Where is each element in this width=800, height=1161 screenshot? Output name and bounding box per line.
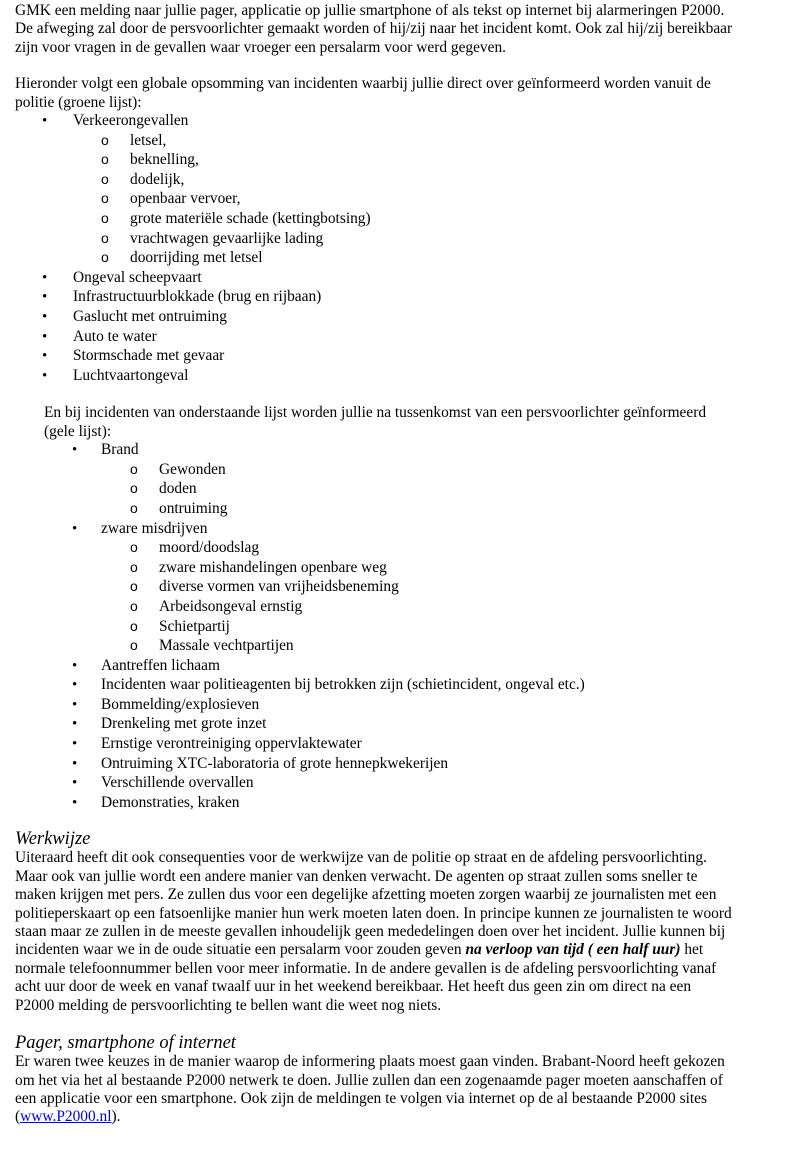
body-line: P2000 melding de persvoorlichting te bellen want die weet nog niets. [15,996,442,1014]
sublist-item: o letsel, [15,132,787,152]
green-list-section [15,75,787,386]
sublist-item: o Gewonden [15,461,787,481]
list-item: • Bommelding/explosieven [15,696,787,716]
green-sublist [15,132,787,269]
sublist-item: o zware mishandelingen openbare weg [15,559,787,579]
list-item: • Verkeerongevallen [15,112,787,132]
list-item: • Stormschade met gevaar [15,347,787,367]
list-item: • zware misdrijven [15,520,787,540]
yellow-list [15,657,787,814]
list-item: • Infrastructuurblokkade (brug en rijbaan) [15,288,787,308]
intro-paragraph [15,2,787,57]
sublist-item: o doden [15,480,787,500]
list-item: • Demonstraties, kraken [15,794,787,814]
body-line: Uiteraard heeft dit ook consequenties voor de werkwijze van de politie op straat en de afdeling persvoorlichting. [15,849,707,867]
list-item: • Ernstige verontreiniging oppervlaktewater [15,735,787,755]
list-item: • Drenkeling met grote inzet [15,715,787,735]
body-line: politieperskaart op een fatsoenlijke manier hun werk moeten laten doen. In principe kunnen ze journalisten te woord [15,904,732,922]
sublist-item: o dodelijk, [15,171,787,191]
werkwijze-section [15,829,787,1015]
sublist-item: o openbaar vervoer, [15,190,787,210]
sublist-item: o diverse vormen van vrijheidsbeneming [15,578,787,598]
body-line: staan maar ze zullen in de meeste gevallen inhoudelijk geen mededelingen doen over het incident. Jullie kunnen bij [15,923,726,941]
green-list [15,269,787,387]
body-line: (www.P2000.nl). [15,1108,121,1126]
sublist-item: o beknelling, [15,151,787,171]
section-heading: Werkwijze [15,829,91,850]
body-line: om het via het al bestaande P2000 netwerk te doen. Jullie zullen dan een zogenaamde pager moeten aanschaffen of [15,1071,723,1089]
sublist-item: o Massale vechtpartijen [15,637,787,657]
body-line: Maar ook van jullie wordt een andere manier van denken verwacht. De agenten op straat zullen soms sneller te [15,867,698,885]
sublist-item: o moord/doodslag [15,539,787,559]
yellow-list [15,520,787,540]
list-item: • Aantreffen lichaam [15,657,787,677]
list-item: • Auto te water [15,328,787,348]
yellow-list [15,441,787,461]
body-line: maken krijgen met pers. Ze zullen dus voor een degelijke afzetting moeten zorgen waarbij ze journalisten met een [15,886,717,904]
intro-line: GMK een melding naar jullie pager, applicatie op jullie smartphone of als tekst op internet bij alarmeringen P2000. [15,2,725,19]
p2000-link[interactable]: www.P2000.nl [20,1108,112,1126]
yellow-sublist [15,539,787,657]
sublist-item: o ontruiming [15,500,787,520]
list-item: • Ontruiming XTC-laboratoria of grote hennepkwekerijen [15,755,787,775]
body-line: een applicatie voor een smartphone. Ook zijn de meldingen te volgen via internet op de al bestaande P2000 sites [15,1089,707,1107]
pager-section [15,1033,787,1127]
intro-line: De afweging zal door de persvoorlichter gemaakt worden of hij/zij naar het incident komt. Ook zal hij/zij bereikbaar [15,20,733,38]
list-item: • Brand [15,441,787,461]
body-line: normale telefoonnummer bellen voor meer informatie. In de andere gevallen is de afdeling persvoorlichting vanaf [15,959,717,977]
emphasis-text: na verloop van tijd ( een half uur) [465,941,681,959]
section-heading: Pager, smartphone of internet [15,1033,236,1054]
sublist-item: o Arbeidsongeval ernstig [15,598,787,618]
body-line: acht uur door de week en vanaf twaalf uur in het weekend bereikbaar. Het heeft dus geen zin om direct na een [15,978,692,996]
sublist-item: o grote materiële schade (kettingbotsing) [15,210,787,230]
sublist-item: o Schietpartij [15,618,787,638]
yellow-list-intro: (gele lijst): [44,422,112,440]
list-item: • Incidenten waar politieagenten bij betrokken zijn (schietincident, ongeval etc.) [15,676,787,696]
intro-line: zijn voor vragen in de gevallen waar vroeger een persalarm voor werd gegeven. [15,38,506,56]
list-item: • Gaslucht met ontruiming [15,308,787,328]
green-list-intro: politie (groene lijst): [15,93,142,111]
green-list [15,112,787,132]
sublist-item: o vrachtwagen gevaarlijke lading [15,230,787,250]
sublist-item: o doorrijding met letsel [15,249,787,269]
document-page [15,2,787,1127]
yellow-sublist [15,461,787,520]
body-line: Er waren twee keuzes in de manier waarop de informering plaats moest gaan vinden. Brabant-Noord heeft gekozen [15,1053,725,1071]
list-item: • Verschillende overvallen [15,774,787,794]
list-item: • Ongeval scheepvaart [15,269,787,289]
yellow-list-section [15,404,787,441]
green-list-intro: Hieronder volgt een globale opsomming van incidenten waarbij jullie direct over geïnformeerd worden vanuit de [15,75,711,93]
yellow-list-intro: En bij incidenten van onderstaande lijst worden jullie na tussenkomst van een persvoorlichter geïnformeerd [44,404,707,422]
body-line: incidenten waar we in de oude situatie een persalarm voor zouden geven na verloop van tijd ( een half uur) het [15,941,704,959]
list-item: • Luchtvaartongeval [15,367,787,387]
